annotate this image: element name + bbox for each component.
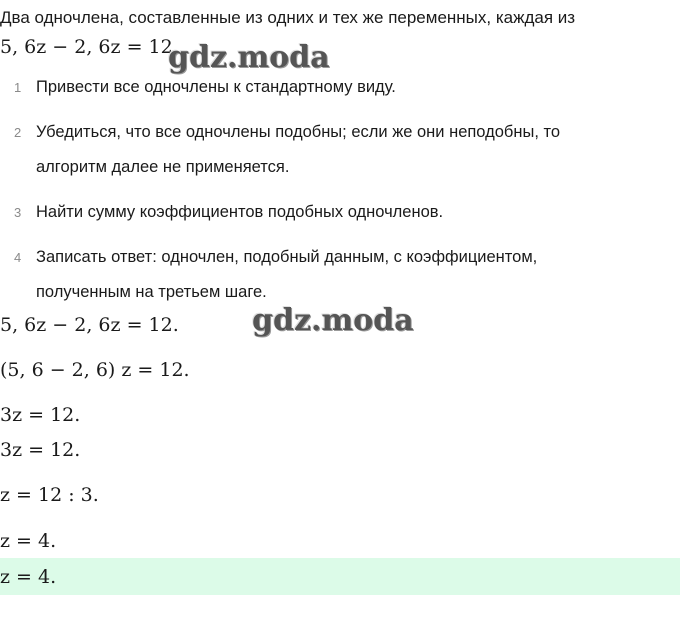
solution-line-3: 3z = 12. xyxy=(0,404,81,426)
problem-equation: 5, 6z − 2, 6z = 12. xyxy=(0,36,179,58)
step-number: 4 xyxy=(14,250,22,265)
algorithm-step-2 xyxy=(0,115,680,185)
solution-line-6: z = 4. xyxy=(0,530,57,552)
problem-statement: Два одночлена, составленные из одних и тех же переменных, каждая из xyxy=(0,8,576,27)
algorithm-step-1 xyxy=(0,70,680,105)
step-text: Привести все одночлены к стандартному виду. xyxy=(36,78,396,96)
final-answer: z = 4. xyxy=(0,566,57,588)
step-text: Найти сумму коэффициентов подобных одночленов. xyxy=(36,203,444,221)
solution-line-1: 5, 6z − 2, 6z = 12. xyxy=(0,314,179,336)
step-text: Убедиться, что все одночлены подобны; если же они неподобны, то алгоритм далее не применяется. xyxy=(36,123,561,176)
algorithm-step-4 xyxy=(0,240,680,310)
algorithm-step-3 xyxy=(0,195,680,230)
step-text: Записать ответ: одночлен, подобный данным, с коэффициентом, полученным на третьем шаге. xyxy=(36,248,538,301)
watermark-logo-middle: gdz.moda xyxy=(252,303,414,338)
watermark-logo-top: gdz.moda xyxy=(168,40,330,75)
solution-line-4: 3z = 12. xyxy=(0,439,81,461)
algorithm-steps-list xyxy=(0,70,680,320)
step-number: 2 xyxy=(14,125,22,140)
step-number: 1 xyxy=(14,80,22,95)
step-number: 3 xyxy=(14,205,22,220)
solution-line-2: (5, 6 − 2, 6) z = 12. xyxy=(0,359,190,381)
answer-highlight xyxy=(0,558,680,595)
solution-line-5: z = 12 : 3. xyxy=(0,484,99,506)
